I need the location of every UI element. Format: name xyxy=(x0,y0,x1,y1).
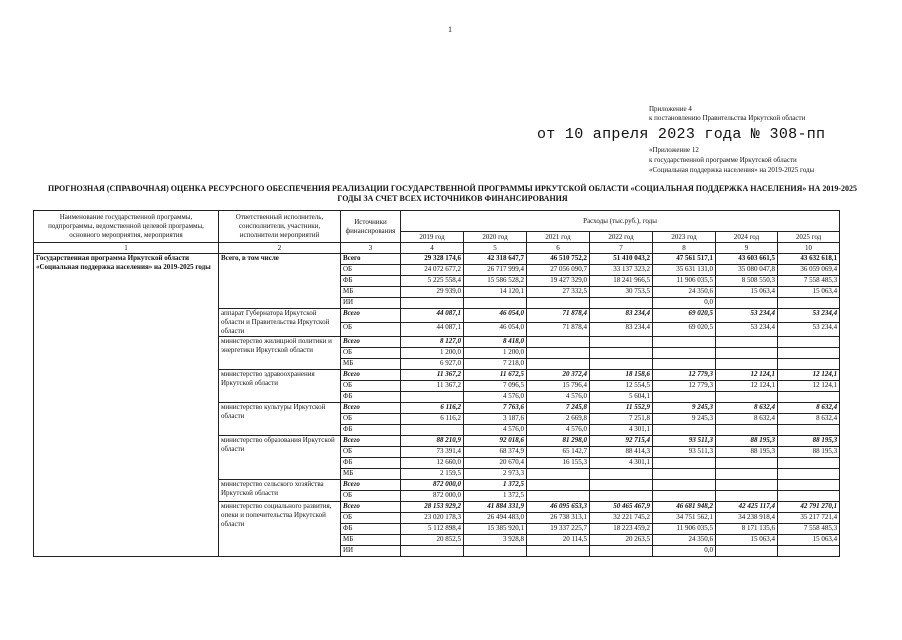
amount-cell xyxy=(653,392,716,403)
column-number: 10 xyxy=(778,243,840,254)
amount-cell: 24 350,6 xyxy=(653,535,716,546)
amount-cell xyxy=(778,458,840,469)
funding-source-cell: ОБ xyxy=(341,323,401,337)
amount-cell: 35 631 131,0 xyxy=(653,265,716,276)
funding-source-cell: ФБ xyxy=(341,276,401,287)
title-line: ПРОГНОЗНАЯ (СПРАВОЧНАЯ) ОЦЕНКА РЕСУРСНОГО ОБЕСПЕЧЕНИЯ РЕАЛИЗАЦИИ ГОСУДАРСТВЕННОЙ ПРОГРАММЫ ИРКУТСКОЙ ОБЛАСТИ «СОЦИАЛЬНАЯ ПОДДЕРЖКА НАСЕЛЕНИЯ» НА 2019-2025 xyxy=(47,184,858,193)
amount-cell: 15 586 528,2 xyxy=(464,276,527,287)
funding-source-cell: ОБ xyxy=(341,414,401,425)
amount-cell: 12 124,1 xyxy=(716,381,778,392)
amount-cell: 7 096,5 xyxy=(464,381,527,392)
column-number: 6 xyxy=(527,243,590,254)
amount-cell xyxy=(653,425,716,436)
amount-cell: 14 120,1 xyxy=(464,287,527,298)
amount-cell: 20 372,4 xyxy=(527,370,590,381)
header-expenses: Расходы (тыс.руб.), годы xyxy=(401,211,840,232)
amount-cell xyxy=(464,546,527,557)
amount-cell: 20 114,5 xyxy=(527,535,590,546)
funding-source-cell: ФБ xyxy=(341,458,401,469)
amount-cell xyxy=(401,298,464,309)
amount-cell: 8 632,4 xyxy=(778,414,840,425)
amount-cell: 12 554,5 xyxy=(590,381,653,392)
amount-cell: 6 116,2 xyxy=(401,414,464,425)
amount-cell xyxy=(716,491,778,502)
amount-cell: 9 245,3 xyxy=(653,403,716,414)
amount-cell xyxy=(590,546,653,557)
amount-cell xyxy=(716,480,778,491)
amount-cell: 11 906 035,5 xyxy=(653,276,716,287)
amount-cell xyxy=(716,546,778,557)
amount-cell xyxy=(778,425,840,436)
amount-cell: 4 301,1 xyxy=(590,458,653,469)
amount-cell xyxy=(590,469,653,480)
amount-cell: 88 195,3 xyxy=(716,436,778,447)
amount-cell xyxy=(590,491,653,502)
amount-cell xyxy=(716,392,778,403)
column-number: 5 xyxy=(464,243,527,254)
amount-cell: 26 494 483,0 xyxy=(464,513,527,524)
amount-cell: 12 779,3 xyxy=(653,381,716,392)
amount-cell: 53 234,4 xyxy=(778,309,840,323)
amount-cell: 4 301,1 xyxy=(590,425,653,436)
executor-cell: министерство социального развития, опеки и попечительства Иркутской области xyxy=(219,502,341,557)
amount-cell xyxy=(590,359,653,370)
amount-cell: 42 791 270,1 xyxy=(778,502,840,513)
funding-source-cell: Всего xyxy=(341,337,401,348)
amount-cell: 44 087,1 xyxy=(401,323,464,337)
amount-cell: 47 561 517,1 xyxy=(653,254,716,265)
executor-cell: министерство культуры Иркутской области xyxy=(219,403,341,436)
amount-cell: 8 632,4 xyxy=(778,403,840,414)
appendix-line: «Социальная поддержка населения» на 2019-2025 годы xyxy=(649,166,815,174)
appendix-line: Приложение 4 xyxy=(649,105,692,113)
amount-cell: 15 385 920,1 xyxy=(464,524,527,535)
amount-cell xyxy=(778,337,840,348)
amount-cell: 68 374,9 xyxy=(464,447,527,458)
amount-cell xyxy=(527,337,590,348)
funding-source-cell: МБ xyxy=(341,535,401,546)
decree-date-number: от 10 апреля 2023 года № 308-пп xyxy=(537,126,826,143)
amount-cell xyxy=(716,458,778,469)
amount-cell: 7 251,8 xyxy=(590,414,653,425)
amount-cell xyxy=(778,392,840,403)
amount-cell: 1 372,5 xyxy=(464,491,527,502)
amount-cell: 69 020,5 xyxy=(653,309,716,323)
funding-source-cell: Всего xyxy=(341,370,401,381)
amount-cell xyxy=(653,359,716,370)
amount-cell: 27 332,5 xyxy=(527,287,590,298)
amount-cell: 44 087,1 xyxy=(401,309,464,323)
amount-cell xyxy=(401,546,464,557)
amount-cell: 42 318 647,7 xyxy=(464,254,527,265)
column-number: 2 xyxy=(219,243,341,254)
amount-cell: 8 171 135,6 xyxy=(716,524,778,535)
amount-cell: 46 054,0 xyxy=(464,309,527,323)
amount-cell: 3 928,8 xyxy=(464,535,527,546)
column-number: 1 xyxy=(34,243,219,254)
amount-cell: 7 558 485,3 xyxy=(778,276,840,287)
amount-cell: 26 717 999,4 xyxy=(464,265,527,276)
column-number: 3 xyxy=(341,243,401,254)
amount-cell: 12 660,0 xyxy=(401,458,464,469)
program-name-cell: Государственная программа Иркутской области «Социальная поддержка населения» на 2019-2025 годы xyxy=(34,254,219,557)
amount-cell xyxy=(527,491,590,502)
executor-cell: министерство сельского хозяйства Иркутской области xyxy=(219,480,341,502)
amount-cell: 71 878,4 xyxy=(527,323,590,337)
amount-cell: 88 195,3 xyxy=(716,447,778,458)
amount-cell: 4 576,0 xyxy=(464,425,527,436)
amount-cell: 4 576,0 xyxy=(527,425,590,436)
funding-source-cell: ОБ xyxy=(341,381,401,392)
amount-cell: 16 155,3 xyxy=(527,458,590,469)
amount-cell xyxy=(716,298,778,309)
amount-cell: 15 063,4 xyxy=(778,535,840,546)
amount-cell: 46 681 948,2 xyxy=(653,502,716,513)
appendix-line: «Приложение 12 xyxy=(649,146,699,154)
amount-cell: 71 878,4 xyxy=(527,309,590,323)
funding-source-cell: ОБ xyxy=(341,265,401,276)
amount-cell xyxy=(527,359,590,370)
funding-source-cell: ИИ xyxy=(341,546,401,557)
column-number: 9 xyxy=(716,243,778,254)
amount-cell xyxy=(778,480,840,491)
amount-cell: 42 425 117,4 xyxy=(716,502,778,513)
program-appendix-reference xyxy=(649,145,814,175)
header-year: 2022 год xyxy=(590,232,653,243)
amount-cell xyxy=(653,491,716,502)
amount-cell xyxy=(653,458,716,469)
executor-cell: Всего, в том числе xyxy=(219,254,341,309)
funding-source-cell: ФБ xyxy=(341,425,401,436)
header-source: Источники финансирования xyxy=(341,211,401,243)
amount-cell: 34 238 918,4 xyxy=(716,513,778,524)
amount-cell: 2 669,8 xyxy=(527,414,590,425)
amount-cell xyxy=(527,348,590,359)
amount-cell xyxy=(716,337,778,348)
funding-source-cell: ОБ xyxy=(341,348,401,359)
amount-cell: 46 054,0 xyxy=(464,323,527,337)
executor-cell: министерство жилищной политики и энергетики Иркутской области xyxy=(219,337,341,370)
amount-cell: 12 124,1 xyxy=(778,370,840,381)
amount-cell xyxy=(778,359,840,370)
amount-cell: 4 576,0 xyxy=(464,392,527,403)
amount-cell xyxy=(778,298,840,309)
amount-cell: 11 906 035,5 xyxy=(653,524,716,535)
funding-source-cell: ФБ xyxy=(341,524,401,535)
amount-cell: 53 234,4 xyxy=(716,323,778,337)
amount-cell: 88 195,3 xyxy=(778,436,840,447)
funding-source-cell: Всего xyxy=(341,403,401,414)
header-year: 2025 год xyxy=(778,232,840,243)
amount-cell xyxy=(401,392,464,403)
amount-cell: 15 796,4 xyxy=(527,381,590,392)
amount-cell: 83 234,4 xyxy=(590,323,653,337)
funding-source-cell: МБ xyxy=(341,359,401,370)
amount-cell xyxy=(716,469,778,480)
amount-cell: 1 372,5 xyxy=(464,480,527,491)
amount-cell xyxy=(527,298,590,309)
funding-source-cell: Всего xyxy=(341,436,401,447)
header-year: 2023 год xyxy=(653,232,716,243)
amount-cell: 11 367,2 xyxy=(401,381,464,392)
amount-cell: 92 018,6 xyxy=(464,436,527,447)
funding-source-cell: ОБ xyxy=(341,513,401,524)
amount-cell: 6 927,0 xyxy=(401,359,464,370)
amount-cell: 2 973,3 xyxy=(464,469,527,480)
amount-cell xyxy=(653,469,716,480)
amount-cell: 88 195,3 xyxy=(778,447,840,458)
amount-cell: 11 552,9 xyxy=(590,403,653,414)
funding-source-cell: ИИ xyxy=(341,298,401,309)
amount-cell xyxy=(653,348,716,359)
amount-cell: 51 410 043,2 xyxy=(590,254,653,265)
amount-cell: 8 127,0 xyxy=(401,337,464,348)
amount-cell: 8 632,4 xyxy=(716,414,778,425)
amount-cell: 2 159,5 xyxy=(401,469,464,480)
amount-cell: 28 153 929,2 xyxy=(401,502,464,513)
amount-cell: 93 511,3 xyxy=(653,436,716,447)
amount-cell xyxy=(401,425,464,436)
amount-cell: 3 187,6 xyxy=(464,414,527,425)
table-row xyxy=(34,254,840,265)
amount-cell: 88 414,3 xyxy=(590,447,653,458)
amount-cell: 73 391,4 xyxy=(401,447,464,458)
amount-cell xyxy=(590,348,653,359)
amount-cell xyxy=(590,480,653,491)
amount-cell: 53 234,4 xyxy=(778,323,840,337)
amount-cell: 69 020,5 xyxy=(653,323,716,337)
funding-source-cell: Всего xyxy=(341,309,401,323)
amount-cell: 0,0 xyxy=(653,546,716,557)
amount-cell: 1 200,0 xyxy=(401,348,464,359)
amount-cell xyxy=(590,337,653,348)
amount-cell: 35 217 721,4 xyxy=(778,513,840,524)
amount-cell: 5 604,1 xyxy=(590,392,653,403)
amount-cell: 20 670,4 xyxy=(464,458,527,469)
amount-cell xyxy=(716,359,778,370)
funding-source-cell: Всего xyxy=(341,502,401,513)
amount-cell: 12 779,3 xyxy=(653,370,716,381)
executor-cell: министерство здравоохранения Иркутской области xyxy=(219,370,341,403)
amount-cell: 34 751 562,1 xyxy=(653,513,716,524)
amount-cell: 81 298,0 xyxy=(527,436,590,447)
amount-cell: 12 124,1 xyxy=(716,370,778,381)
amount-cell: 30 753,5 xyxy=(590,287,653,298)
appendix-reference xyxy=(649,105,805,123)
amount-cell: 29 939,0 xyxy=(401,287,464,298)
amount-cell: 1 200,0 xyxy=(464,348,527,359)
funding-source-cell: Всего xyxy=(341,480,401,491)
amount-cell: 33 137 323,2 xyxy=(590,265,653,276)
appendix-line: к государственной программе Иркутской области xyxy=(649,156,797,164)
funding-source-cell: Всего xyxy=(341,254,401,265)
amount-cell: 26 738 313,1 xyxy=(527,513,590,524)
amount-cell: 18 158,6 xyxy=(590,370,653,381)
amount-cell: 93 511,3 xyxy=(653,447,716,458)
amount-cell: 23 020 178,3 xyxy=(401,513,464,524)
amount-cell: 7 245,8 xyxy=(527,403,590,414)
amount-cell: 6 116,2 xyxy=(401,403,464,414)
document-title xyxy=(30,184,875,204)
header-year: 2024 год xyxy=(716,232,778,243)
amount-cell: 11 367,2 xyxy=(401,370,464,381)
header-year: 2021 год xyxy=(527,232,590,243)
amount-cell xyxy=(778,491,840,502)
executor-cell: министерство образования Иркутской области xyxy=(219,436,341,480)
amount-cell: 46 095 653,3 xyxy=(527,502,590,513)
funding-source-cell: ОБ xyxy=(341,447,401,458)
amount-cell: 5 112 898,4 xyxy=(401,524,464,535)
amount-cell: 872 000,0 xyxy=(401,480,464,491)
header-name: Наименование государственной программы, подпрограммы, ведомственной целевой программы, основного мероприятия, мероприятия xyxy=(34,211,219,243)
title-line: ГОДЫ ЗА СЧЕТ ВСЕХ ИСТОЧНИКОВ ФИНАНСИРОВАНИЯ xyxy=(337,194,568,203)
funding-source-cell: ОБ xyxy=(341,491,401,502)
executor-cell: аппарат Губернатора Иркутской области и Правительства Иркутской области xyxy=(219,309,341,337)
resource-table xyxy=(33,210,840,557)
header-executor: Ответственный исполнитель, соисполнители, участники, исполнители мероприятий xyxy=(219,211,341,243)
column-number: 7 xyxy=(590,243,653,254)
amount-cell: 24 350,6 xyxy=(653,287,716,298)
amount-cell xyxy=(527,469,590,480)
amount-cell: 7 763,6 xyxy=(464,403,527,414)
amount-cell: 32 221 745,2 xyxy=(590,513,653,524)
amount-cell: 19 337 225,7 xyxy=(527,524,590,535)
amount-cell: 8 418,0 xyxy=(464,337,527,348)
amount-cell: 8 508 550,3 xyxy=(716,276,778,287)
amount-cell: 35 080 047,8 xyxy=(716,265,778,276)
amount-cell: 53 234,4 xyxy=(716,309,778,323)
table-body xyxy=(34,254,840,557)
amount-cell xyxy=(527,480,590,491)
page-number: 1 xyxy=(448,25,452,34)
funding-source-cell: МБ xyxy=(341,287,401,298)
amount-cell: 12 124,1 xyxy=(778,381,840,392)
amount-cell: 8 632,4 xyxy=(716,403,778,414)
amount-cell: 43 603 661,5 xyxy=(716,254,778,265)
amount-cell: 65 142,7 xyxy=(527,447,590,458)
amount-cell: 29 328 174,6 xyxy=(401,254,464,265)
amount-cell: 41 884 331,9 xyxy=(464,502,527,513)
appendix-line: к постановлению Правительства Иркутской области xyxy=(649,114,806,122)
amount-cell: 88 210,9 xyxy=(401,436,464,447)
amount-cell xyxy=(464,298,527,309)
header-year: 2019 год xyxy=(401,232,464,243)
funding-source-cell: МБ xyxy=(341,469,401,480)
amount-cell: 11 672,5 xyxy=(464,370,527,381)
amount-cell xyxy=(778,348,840,359)
amount-cell: 20 263,5 xyxy=(590,535,653,546)
amount-cell: 50 465 467,9 xyxy=(590,502,653,513)
amount-cell: 24 072 677,2 xyxy=(401,265,464,276)
amount-cell xyxy=(527,546,590,557)
amount-cell: 83 234,4 xyxy=(590,309,653,323)
amount-cell: 5 225 558,4 xyxy=(401,276,464,287)
amount-cell: 872 000,0 xyxy=(401,491,464,502)
amount-cell: 46 510 752,2 xyxy=(527,254,590,265)
amount-cell: 7 218,0 xyxy=(464,359,527,370)
funding-source-cell: ФБ xyxy=(341,392,401,403)
amount-cell: 36 059 069,4 xyxy=(778,265,840,276)
amount-cell: 15 063,4 xyxy=(716,287,778,298)
amount-cell: 19 427 329,0 xyxy=(527,276,590,287)
amount-cell: 0,0 xyxy=(653,298,716,309)
column-number: 8 xyxy=(653,243,716,254)
amount-cell: 92 715,4 xyxy=(590,436,653,447)
amount-cell xyxy=(716,425,778,436)
amount-cell: 9 245,3 xyxy=(653,414,716,425)
amount-cell: 4 576,0 xyxy=(527,392,590,403)
amount-cell: 20 852,5 xyxy=(401,535,464,546)
amount-cell: 18 223 459,2 xyxy=(590,524,653,535)
column-number: 4 xyxy=(401,243,464,254)
amount-cell: 15 063,4 xyxy=(716,535,778,546)
amount-cell: 27 056 090,7 xyxy=(527,265,590,276)
amount-cell: 7 558 485,3 xyxy=(778,524,840,535)
amount-cell xyxy=(590,298,653,309)
amount-cell xyxy=(653,480,716,491)
amount-cell xyxy=(778,469,840,480)
amount-cell xyxy=(778,546,840,557)
amount-cell xyxy=(653,337,716,348)
amount-cell: 18 241 966,5 xyxy=(590,276,653,287)
amount-cell: 43 632 618,1 xyxy=(778,254,840,265)
amount-cell: 15 063,4 xyxy=(778,287,840,298)
header-year: 2020 год xyxy=(464,232,527,243)
amount-cell xyxy=(716,348,778,359)
